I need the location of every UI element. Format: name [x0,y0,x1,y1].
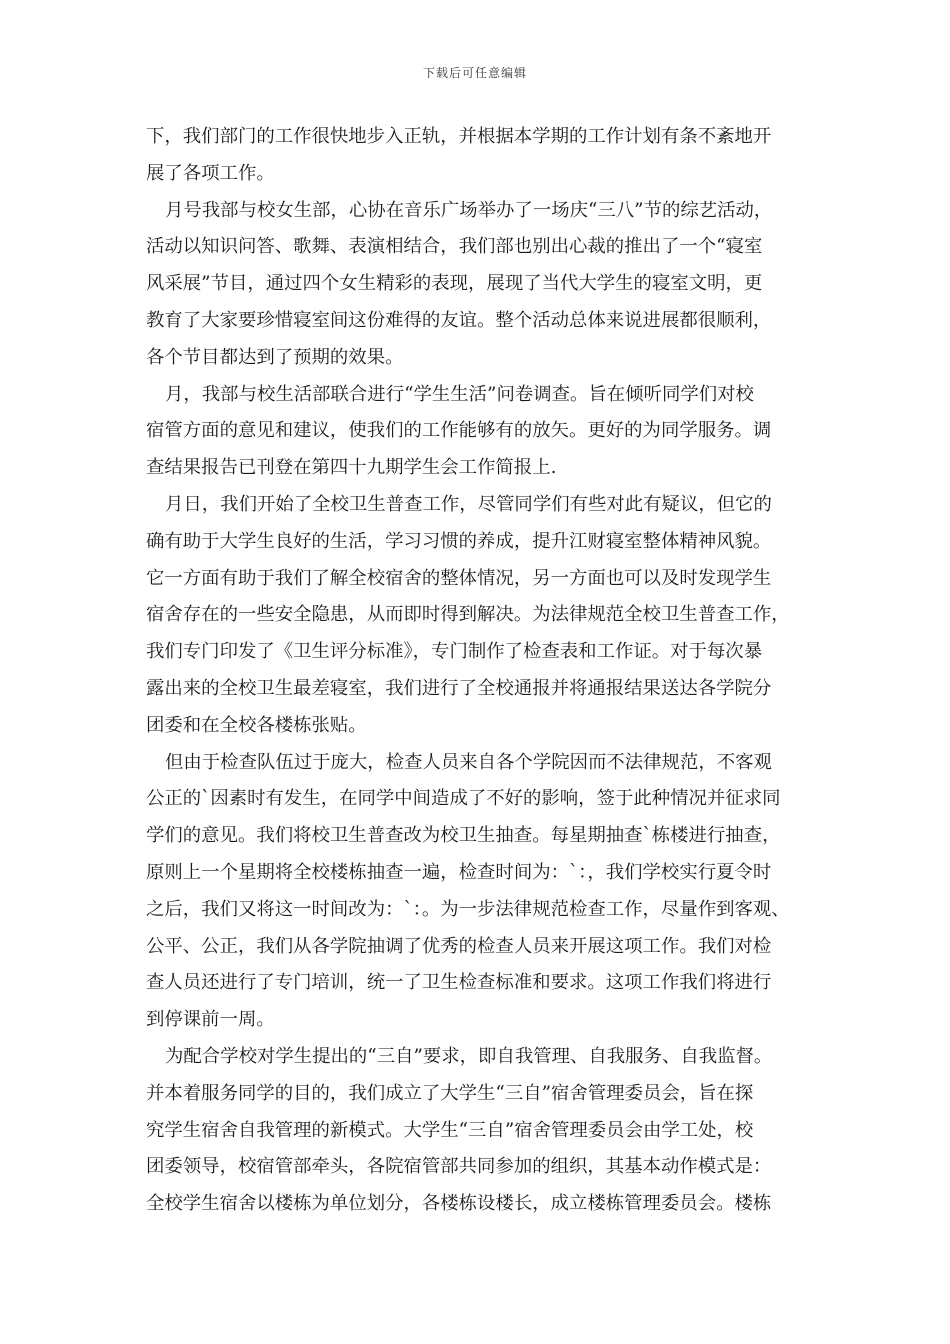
text-line: 但由于检查队伍过于庞大，检查人员来自各个学院因而不法律规范，不客观 [165,751,772,773]
text-line: 教育了大家要珍惜寝室间这份难得的友谊。整个活动总体来说进展都很顺利， [146,309,772,331]
text-line: 团委领导，校宿管部牵头，各院宿管部共同参加的组织，其基本动作模式是： [146,1156,772,1178]
text-line: 月号我部与校女生部，心协在音乐广场举办了一场庆“三八”节的综艺活动， [165,199,773,221]
text-line: 为配合学校对学生提出的“三自”要求，即自我管理、自我服务、自我监督。 [165,1045,773,1067]
text-line: 风采展”节目，通过四个女生精彩的表现，展现了当代大学生的寝室文明，更 [146,273,763,295]
text-line: 查人员还进行了专门培训，统一了卫生检查标准和要求。这项工作我们将进行 [146,972,772,994]
text-line: 活动以知识问答、歌舞、表演相结合，我们部也别出心裁的推出了一个“寝室 [146,236,763,258]
text-line: 展了各项工作。 [146,162,275,184]
text-line: 全校学生宿舍以楼栋为单位划分，各楼栋设楼长，成立楼栋管理委员会。楼栋 [146,1193,772,1215]
text-line: 公平、公正，我们从各学院抽调了优秀的检查人员来开展这项工作。我们对检 [146,935,772,957]
text-line: 确有助于大学生良好的生活，学习习惯的养成，提升江财寝室整体精神风貌。 [146,530,772,552]
text-line: 团委和在全校各楼栋张贴。 [146,714,367,736]
text-line: 宿管方面的意见和建议，使我们的工作能够有的放矢。更好的为同学服务。调 [146,420,772,442]
paragraph-3 [146,377,816,487]
text-line: 宿舍存在的一些安全隐患，从而即时得到解决。为法律规范全校卫生普查工作， [146,604,790,626]
paragraph-4 [146,487,816,745]
text-line: 各个节目都达到了预期的效果。 [146,346,404,368]
text-line: 月，我部与校生活部联合进行“学生生活”问卷调查。旨在倾听同学们对校 [165,383,754,405]
text-line: 原则上一个星期将全校楼栋抽查一遍，检查时间为：`：，我们学校实行夏令时 [146,861,772,883]
text-line: 并本着服务同学的目的，我们成立了大学生“三自”宿舍管理委员会，旨在探 [146,1082,754,1104]
paragraph-2 [146,193,816,377]
text-line: 公正的`因素时有发生，在同学中间造成了不好的影响，签于此种情况并征求同 [146,788,781,810]
text-line: 月日，我们开始了全校卫生普查工作，尽管同学们有些对此有疑议，但它的 [165,493,772,515]
text-line: 到停课前一周。 [146,1009,275,1031]
text-line: 我们专门印发了《卫生评分标准》，专门制作了检查表和工作证。对于每次暴 [146,641,763,663]
text-line: 之后，我们又将这一时间改为：`：。为一步法律规范检查工作，尽量作到客观、 [146,898,790,920]
text-line: 它一方面有助于我们了解全校宿舍的整体情况，另一方面也可以及时发现学生 [146,567,772,589]
paragraph-5 [146,745,816,1039]
text-line: 究学生宿舍自我管理的新模式。大学生“三自”宿舍管理委员会由学工处，校 [146,1119,754,1141]
text-line: 学们的意见。我们将校卫生普查改为校卫生抽查。每星期抽查`栋楼进行抽查， [146,825,781,847]
document-body [146,119,816,1223]
text-line: 露出来的全校卫生最差寝室，我们进行了全校通报并将通报结果送达各学院分 [146,677,772,699]
text-line: 下，我们部门的工作很快地步入正轨，并根据本学期的工作计划有条不紊地开 [146,126,772,147]
paragraph-1 [146,119,816,193]
text-line: 查结果报告已刊登在第四十九期学生会工作简报上. [146,457,557,479]
page-header: 下载后可任意编辑 [422,66,527,80]
paragraph-6 [146,1039,816,1223]
